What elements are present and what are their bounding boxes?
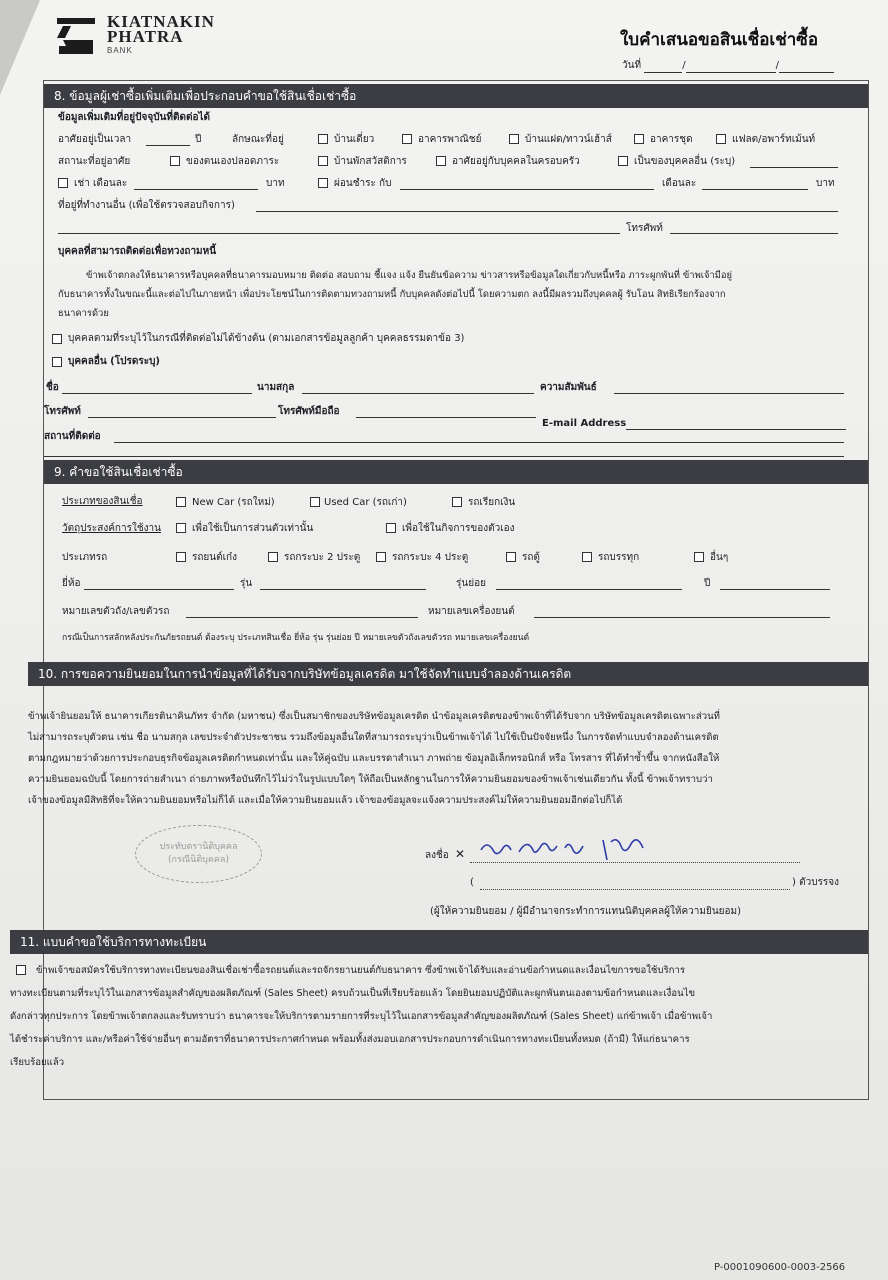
s8-subheading: ข้อมูลเพิ่มเติมที่อยู่ปัจจุบันที่ติดต่อได้ — [58, 112, 210, 123]
checkbox-owned[interactable] — [170, 156, 180, 166]
workplace-field-2[interactable] — [58, 233, 620, 234]
chassis-label: หมายเลขตัวถัง/เลขตัวรถ — [62, 606, 170, 617]
checkbox-named-person[interactable] — [52, 334, 62, 344]
section-8-header — [44, 84, 868, 108]
sign-label: ลงชื่อ — [425, 850, 449, 861]
company-stamp-area — [135, 825, 262, 883]
checkbox-condo[interactable] — [634, 134, 644, 144]
opt-personal-use: เพื่อใช้เป็นการส่วนตัวเท่านั้น — [192, 523, 314, 534]
printed-name-field[interactable] — [480, 889, 790, 890]
opt-welfare: บ้านพักสวัสดิการ — [334, 156, 407, 167]
year-field[interactable] — [720, 589, 830, 590]
opt-pickup-2door: รถกระบะ 2 ประตู — [284, 552, 361, 563]
contact-surname-label: นามสกุล — [257, 382, 295, 393]
years-unit: ปี — [195, 134, 202, 145]
workplace-label: ที่อยู่ที่ทำงานอื่น (เพื่อใช้ตรวจสอบกิจการ) — [58, 200, 235, 211]
checkbox-registration-service[interactable] — [16, 965, 26, 975]
opt-other-person: เป็นของบุคคลอื่น (ระบุ) — [634, 156, 736, 167]
checkbox-van[interactable] — [506, 552, 516, 562]
opt-pickup-4door: รถกระบะ 4 ประตู — [392, 552, 469, 563]
opt-installment: ผ่อนชำระ กับ — [334, 178, 392, 189]
opt-other-car: อื่นๆ — [710, 552, 729, 563]
residence-status-label: สถานะที่อยู่อาศัย — [58, 156, 131, 167]
checkbox-refinance[interactable] — [452, 497, 462, 507]
opt-named-person: บุคคลตามที่ระบุไว้ในกรณีที่ติดต่อไม่ได้ข้างต้น (ตามเอกสารข้อมูลลูกค้า บุคคลธรรมดาข้อ 3) — [68, 333, 465, 344]
brand-field[interactable] — [84, 589, 234, 590]
model-label: รุ่น — [240, 578, 253, 589]
s11-line2: ทางทะเบียนตามที่ระบุไว้ในเอกสารข้อมูลสำคัญของผลิตภัณฑ์ (Sales Sheet) ครบถ้วนเป็นที่เรียบร้อยแล้ว โดยยินยอมปฏิบัติและผูกพันตนเองตามข้อกำหนดและเงื่อนไข — [10, 988, 696, 999]
installment-baht: บาท — [816, 178, 835, 189]
checkbox-commercial[interactable] — [402, 134, 412, 144]
sign-caption: (ผู้ให้ความยินยอม / ผู้มีอำนาจกระทำการแทนนิติบุคคลผู้ให้ความยินยอม) — [430, 906, 742, 917]
s10-line1: ข้าพเจ้ายินยอมให้ ธนาคารเกียรตินาคินภัทร จำกัด (มหาชน) ซึ่งเป็นสมาชิกของบริษัทข้อมูลเครดิต นำข้อมูลเครดิตของข้าพเจ้าที่ได้รับจาก บริษัทข้อมูลเครดิตเฉพาะส่วนที่ — [28, 711, 721, 722]
section-10-title: 10. การขอความยินยอมในการนำข้อมูลที่ได้รับจากบริษัทข้อมูลเครดิต มาใช้จัดทำแบบจำลองด้านเครดิต — [38, 666, 572, 681]
contact-mobile-label: โทรศัพท์มือถือ — [278, 406, 340, 417]
workplace-phone-label: โทรศัพท์ — [626, 223, 663, 234]
opt-sedan: รถยนต์เก๋ง — [192, 552, 237, 563]
rent-baht: บาท — [266, 178, 285, 189]
opt-refinance: รถเรียกเงิน — [468, 497, 516, 508]
opt-commercial: อาคารพาณิชย์ — [418, 134, 482, 145]
submodel-label: รุ่นย่อย — [456, 578, 486, 589]
section-9-header — [44, 460, 868, 484]
section-8-title: 8. ข้อมูลผู้เช่าซื้อเพิ่มเติมเพื่อประกอบคำขอใช้สินเชื่อเช่าซื้อ — [54, 88, 357, 103]
checkbox-house[interactable] — [318, 134, 328, 144]
years-label: อาศัยอยู่เป็นเวลา — [58, 134, 132, 145]
s10-line5: เจ้าของข้อมูลมีสิทธิที่จะให้ความยินยอมหรือไม่ก็ได้ และเมื่อให้ความยินยอมแล้ว เจ้าของข้อมูลจะแจ้งความประสงค์ไม่ให้ความยินยอมอีกต่อไปก็ได้ — [28, 795, 623, 806]
rent-amount-field[interactable] — [134, 189, 258, 190]
opt-used-car: Used Car (รถเก่า) — [324, 497, 407, 508]
checkbox-pickup-4door[interactable] — [376, 552, 386, 562]
brand-name-1: KIATNAKIN — [107, 12, 215, 31]
checkbox-truck[interactable] — [582, 552, 592, 562]
sign-open-paren: ( — [470, 877, 474, 888]
s10-line2: ไม่สามารถระบุตัวตน เช่น ชื่อ นามสกุล เลขประจำตัวประชาชน รวมถึงข้อมูลอื่นใดที่สามารถระบุว่าเป็นข้าพเจ้าได้ ไปใช้เป็นปัจจัยหนึ่ง ในการจัดทำแบบจำลองด้านเครดิต — [28, 732, 719, 743]
opt-rent: เช่า เดือนละ — [74, 178, 128, 189]
contact-email-label: E-mail Address — [542, 418, 627, 429]
checkbox-townhouse[interactable] — [509, 134, 519, 144]
document-title: ใบคำเสนอขอสินเชื่อเช่าซื้อ — [620, 30, 819, 50]
checkbox-new-car[interactable] — [176, 497, 186, 507]
s11-line3: ดังกล่าวทุกประการ โดยข้าพเจ้าตกลงและรับทราบว่า ธนาคารจะให้บริการตามรายการที่ระบุไว้ในเอกสารข้อมูลสำคัญของผลิตภัณฑ์ (Sales Sheet) แก่ข้าพเจ้า เมื่อข้าพเจ้า — [10, 1011, 713, 1022]
s11-line4: ได้ชำระค่าบริการ และ/หรือค่าใช้จ่ายอื่นๆ ตามอัตราที่ธนาคารประกาศกำหนด พร้อมทั้งส่งมอบเอกสารประกอบการดำเนินการทางทะเบียนทั้งหมด (ถ้ามี) ให้แก่ธนาคาร — [10, 1034, 690, 1045]
consent-text-3: ธนาคารด้วย — [58, 308, 109, 319]
date-field[interactable]: วันที่ / / — [622, 58, 834, 73]
opt-condo: อาคารชุด — [650, 134, 693, 145]
relationship-field[interactable] — [614, 393, 844, 394]
loan-type-label: ประเภทของสินเชื่อ — [62, 496, 143, 507]
stamp-line-2: (กรณีนิติบุคคล) — [168, 855, 229, 865]
page-curl — [0, 0, 40, 95]
relationship-label: ความสัมพันธ์ — [540, 382, 597, 393]
handwritten-signature — [475, 828, 695, 868]
sign-mark-icon: ✕ — [455, 847, 466, 861]
workplace-field[interactable] — [256, 211, 838, 212]
bank-logo — [55, 14, 215, 58]
contact-address-field-2[interactable] — [44, 456, 844, 457]
checkbox-personal-use[interactable] — [176, 523, 186, 533]
section-9-title: 9. คำขอใช้สินเชื่อเช่าซื้อ — [54, 464, 183, 479]
s10-line4: ความยินยอมฉบับนี้ โดยการถ่ายสำเนา ถ่ายภาพหรือบันทึกไว้ไม่ว่าในรูปแบบใดๆ ให้ถือเป็นหลักฐานในการให้ความยินยอมของข้าพเจ้าเช่นเดียวกัน ทั้งนี้ ข้าพเจ้าทราบว่า — [28, 774, 713, 785]
residence-type-label: ลักษณะที่อยู่ — [232, 134, 284, 145]
submodel-field[interactable] — [496, 589, 682, 590]
opt-family: อาศัยอยู่กับบุคคลในครอบครัว — [452, 156, 580, 167]
checkbox-pickup-2door[interactable] — [268, 552, 278, 562]
checkbox-installment[interactable] — [318, 178, 328, 188]
contact-tel-label: โทรศัพท์ — [44, 406, 81, 417]
checkbox-other-contact[interactable] — [52, 357, 62, 367]
s11-line1: ข้าพเจ้าขอสมัครใช้บริการทางทะเบียนของสินเชื่อเช่าซื้อรถยนต์และรถจักรยานยนต์กับธนาคาร ซึ่งข้าพเจ้าได้รับและอ่านข้อกำหนดและเงื่อนไขการขอใช้บริการ — [36, 965, 686, 976]
years-field[interactable] — [146, 145, 190, 146]
contact-name-field[interactable] — [62, 393, 252, 394]
consent-text-1: ข้าพเจ้าตกลงให้ธนาคารหรือบุคคลที่ธนาคารมอบหมาย ติดต่อ สอบถาม ชี้แจง แจ้ง ยืนยันข้อความ ข่าวสารหรือข้อมูลใดเกี่ยวกับหนี้หรือ ภาระผูกพันที่ ข้าพเจ้ามีอยู่ — [86, 270, 733, 281]
installment-monthly: เดือนละ — [662, 178, 697, 189]
checkbox-flat[interactable] — [716, 134, 726, 144]
section-11-header — [10, 930, 868, 954]
brand-name-2: PHATRA — [107, 27, 184, 46]
contact-heading: บุคคลที่สามารถติดต่อเพื่อทวงถามหนี้ — [58, 246, 217, 257]
checkbox-family[interactable] — [436, 156, 446, 166]
opt-business-use: เพื่อใช้ในกิจการของตัวเอง — [402, 523, 515, 534]
sign-suffix: ) ตัวบรรจง — [792, 877, 840, 888]
checkbox-sedan[interactable] — [176, 552, 186, 562]
opt-townhouse: บ้านแฝด/ทาวน์เฮ้าส์ — [525, 134, 612, 145]
date-label: วันที่ — [622, 60, 642, 71]
stamp-line-1: ประทับตรานิติบุคคล — [159, 842, 238, 852]
section9-note: กรณีเป็นการสลักหลังประกันภัยรถยนต์ ต้องระบุ ประเภทสินเชื่อ ยี่ห้อ รุ่น รุ่นย่อย ปี หมายเลขตัวถังเลขตัวรถ หมายเลขเครื่องยนต์ — [62, 633, 530, 643]
checkbox-other-car[interactable] — [694, 552, 704, 562]
bank-logo-mark-icon — [55, 14, 99, 58]
s10-line3: ตามกฎหมายว่าด้วยการประกอบธุรกิจข้อมูลเครดิตกำหนดเท่านั้น และให้คู่ฉบับ และบรรดาสำเนา ภาพถ่าย ข้อมูลอิเล็กทรอนิกส์ หรือ โทรสาร ที่ได้ทำซ้ำขึ้น จากหนังสือให้ — [28, 753, 720, 764]
other-person-field[interactable] — [750, 167, 838, 168]
contact-surname-field[interactable] — [302, 393, 534, 394]
brand-label: ยี่ห้อ — [62, 578, 81, 589]
section-10-header — [28, 662, 868, 686]
installment-lender-field[interactable] — [400, 189, 654, 190]
section-11-title: 11. แบบคำขอใช้บริการทางทะเบียน — [20, 934, 207, 949]
engine-label: หมายเลขเครื่องยนต์ — [428, 606, 515, 617]
document-code: P-0001090600-0003-2566 — [714, 1262, 846, 1273]
checkbox-business-use[interactable] — [386, 523, 396, 533]
opt-flat: แฟลต/อพาร์ทเม้นท์ — [732, 134, 816, 145]
workplace-phone-field[interactable] — [670, 233, 838, 234]
contact-address-label: สถานที่ติดต่อ — [44, 431, 101, 442]
car-type-label: ประเภทรถ — [62, 552, 108, 563]
opt-new-car: New Car (รถใหม่) — [192, 497, 275, 508]
model-field[interactable] — [260, 589, 426, 590]
checkbox-used-car[interactable] — [310, 497, 320, 507]
year-label: ปี — [704, 578, 711, 589]
chassis-field[interactable] — [186, 617, 418, 618]
contact-email-field[interactable] — [626, 429, 846, 430]
contact-mobile-field[interactable] — [356, 417, 536, 418]
opt-other-contact: บุคคลอื่น (โปรดระบุ) — [68, 356, 160, 367]
brand-name-3: BANK — [107, 46, 133, 55]
contact-tel-field[interactable] — [88, 417, 276, 418]
purpose-label: วัตถุประสงค์การใช้งาน — [62, 523, 161, 534]
opt-house: บ้านเดี่ยว — [334, 134, 375, 145]
installment-amount-field[interactable] — [702, 189, 808, 190]
opt-van: รถตู้ — [522, 552, 540, 563]
contact-address-field[interactable] — [114, 442, 844, 443]
s11-line5: เรียบร้อยแล้ว — [10, 1057, 65, 1068]
opt-truck: รถบรรทุก — [598, 552, 640, 563]
contact-name-label: ชื่อ — [46, 382, 59, 393]
consent-text-2: กับธนาคารทั้งในขณะนี้และต่อไปในภายหน้า เพื่อประโยชน์ในการติดตามทวงถามหนี้ กับบุคคลดังต่อไปนี้ โดยความตก ลงนี้มีผลรวมถึงบุคคลผู้ รับโอน สิทธิเรียกร้องจาก — [58, 289, 726, 300]
checkbox-welfare[interactable] — [318, 156, 328, 166]
opt-owned: ของตนเองปลอดภาระ — [186, 156, 280, 167]
checkbox-rent[interactable] — [58, 178, 68, 188]
checkbox-other-person[interactable] — [618, 156, 628, 166]
engine-field[interactable] — [534, 617, 830, 618]
